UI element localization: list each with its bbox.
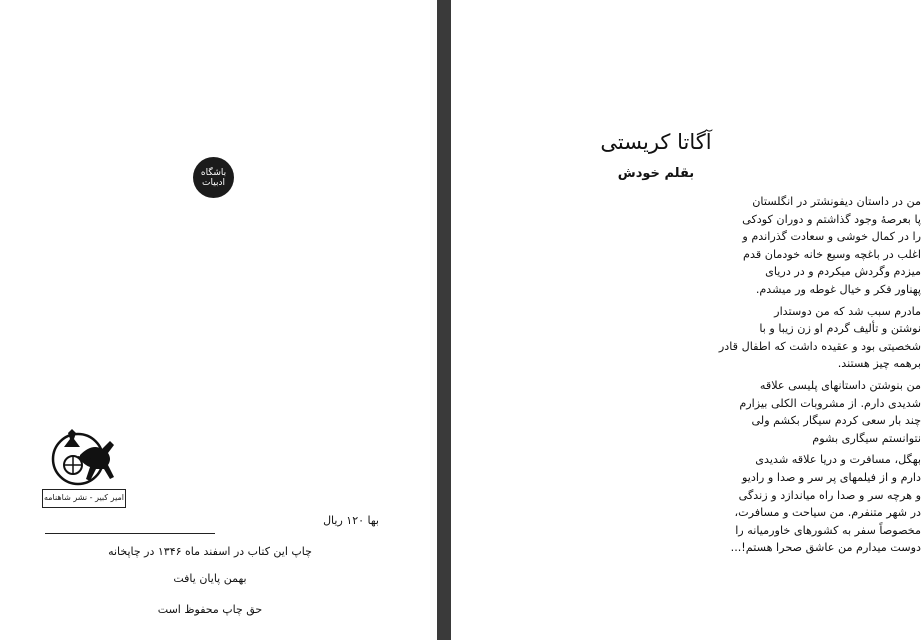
library-stamp [193, 157, 234, 198]
page-subtitle: بقلم خودش [617, 166, 695, 181]
left-page [0, 0, 437, 640]
page-title: آگاتا کریستی [600, 130, 712, 154]
body-line: نوشتن و تألیف گردم او زن زیبا و با [759, 322, 921, 336]
book-spine [437, 0, 451, 640]
body-line: نتوانستم سیگاری بشوم [812, 431, 921, 445]
body-line: پهناور فکر و خیال غوطه ور میشدم. [755, 282, 921, 296]
divider-line [45, 533, 215, 534]
body-line: من بنوشتن داستانهای پلیسی علاقه [759, 378, 921, 392]
body-line: مخصوصاً سفر به کشورهای خاورمیانه را [735, 523, 921, 537]
body-line: مادرم سبب شد که من دوستدار [774, 304, 921, 318]
body-line: شخصیتی بود و عقیده داشت که اطفال قادر [718, 339, 921, 353]
body-line: میزدم وگردش میکردم و در دریای [765, 265, 921, 279]
body-line: را در کمال خوشی و سعادت گذراندم و [742, 230, 921, 244]
body-line: دوست میدارم من عاشق صحرا هستم!... [730, 541, 921, 555]
publisher-chariot-logo [50, 425, 120, 487]
body-line: بهگل، مسافرت و دریا علاقه شدیدی [755, 453, 921, 467]
right-page [451, 0, 921, 640]
colophon-printer: بهمن پایان یافت [173, 572, 247, 585]
body-line: چند بار سعی کردم سیگار بکشم ولی [751, 414, 921, 428]
body-line: و هرچه سر و صدا راه میاندازد و زندگی [738, 488, 921, 502]
body-line: برهمه چیز هستند. [837, 357, 921, 371]
publisher-imprint: امیر کبیر - نشر شاهنامه [42, 489, 126, 508]
body-line: در شهر متنفرم. من سیاحت و مسافرت، [734, 506, 921, 520]
price-label: بها ۱۲۰ ریال [323, 514, 379, 527]
body-line: شدیدی دارم. از مشروبات الکلی بیزارم [739, 396, 921, 410]
stamp-line-2: ادبیات [202, 177, 225, 188]
colophon-copyright: حق چاپ محفوظ است [157, 603, 263, 616]
body-line: اغلب در باغچه وسیع خانه خودمان قدم [743, 247, 921, 261]
body-text [681, 193, 921, 557]
body-line: من در داستان دیفونشتر در انگلستان [752, 195, 921, 208]
body-line: پا بعرصهٔ وجود گذاشتم و دوران کودکی [742, 212, 921, 226]
colophon-print-date: چاپ این کتاب در اسفند ماه ۱۳۴۶ در چاپخانه [108, 545, 312, 558]
body-line: دارم و از فیلمهای پر سر و صدا و رادیو [741, 470, 921, 484]
stamp-line-1: باشگاه [200, 167, 227, 178]
